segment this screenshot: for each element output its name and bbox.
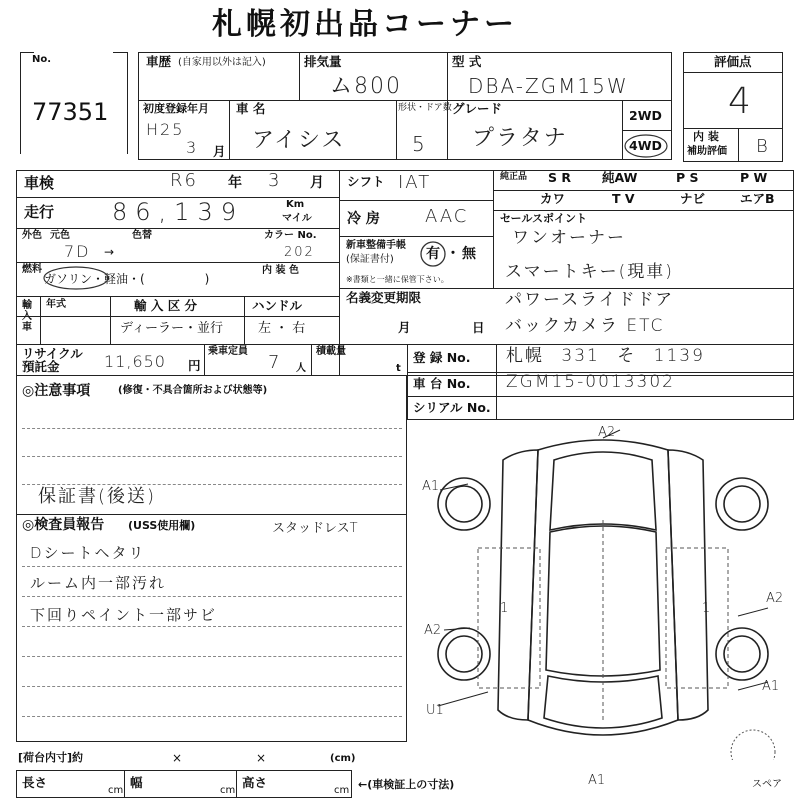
first-reg-month: 3 <box>186 138 199 157</box>
manual-label: 新車整備手帳 <box>346 240 406 251</box>
cargo-width-unit: cm <box>220 785 236 796</box>
sheet-title: 札幌初出品コーナー <box>212 7 518 42</box>
diagram-mark-left-bottom: U1 <box>426 703 444 718</box>
manual-no-sep: ・ <box>446 246 460 262</box>
manual-no: 無 <box>462 246 476 262</box>
load-label: 積載量 <box>316 346 346 357</box>
mileage-label: 走行 <box>24 203 55 221</box>
drive-2wd: 2WD <box>629 108 662 123</box>
inspector-extra: スタッドレスT <box>272 521 358 536</box>
opt-sr: S R <box>548 170 571 185</box>
damage-diagram <box>408 420 796 760</box>
diagram-mark-right-panel: 1 <box>702 601 711 616</box>
reg-no-label: 登 録 No. <box>413 350 471 365</box>
handle-value: 左 ・ 右 <box>258 321 306 336</box>
name-change-month: 月 <box>398 320 411 335</box>
diagram-mark-right-rear-door: A2 <box>766 591 784 606</box>
first-reg-month-unit: 月 <box>213 144 226 159</box>
load-unit: t <box>396 363 401 374</box>
serial-label: シリアル No. <box>413 400 491 415</box>
recycle-value: 11,650 <box>104 352 166 371</box>
color-no-label: カラー No. <box>264 230 317 241</box>
shaken-era: R6 <box>170 170 198 191</box>
interior-value: B <box>756 136 770 157</box>
inspector-line-2: ルーム内一部汚れ <box>30 574 167 592</box>
recycle-label: リサイクル 預託金 <box>22 346 83 374</box>
chassis-value: ZGM15-0013302 <box>506 372 675 392</box>
manual-footnote: ※書類と一緒に保管下さい。 <box>346 275 449 284</box>
model-type-value: DBA-ZGM15W <box>468 74 629 98</box>
color-arrow: → <box>104 245 115 259</box>
name-change-label: 名義変更期限 <box>346 290 422 305</box>
mileage-value: 86,139 <box>112 198 244 226</box>
cargo-width-label: 幅 <box>130 775 143 790</box>
notes-note: (修復・不具合箇所および状態等) <box>118 385 268 396</box>
inspector-note: (USS使用欄) <box>128 519 196 532</box>
first-reg-label: 初度登録年月 <box>143 102 209 115</box>
cargo-box <box>16 770 352 798</box>
shaken-label: 車検 <box>24 174 55 192</box>
import-year-label: 年式 <box>46 299 66 310</box>
sub-rating-label: 補助評価 <box>687 146 727 157</box>
manual-note: (保証書付) <box>346 254 394 265</box>
fuel-circle <box>40 264 112 292</box>
cargo-height-unit: cm <box>334 785 350 796</box>
car-name-label: 車 名 <box>236 101 266 116</box>
opt-tv: T V <box>612 191 635 206</box>
opt-pw: P W <box>740 170 768 185</box>
color-no-value: 202 <box>284 245 315 260</box>
fuel-label: 燃料 <box>22 264 42 275</box>
model-type-label: 型 式 <box>452 54 482 69</box>
no-label: No. <box>32 54 52 65</box>
diagram-mark-rear-bumper: A1 <box>588 773 606 788</box>
color-change-label: 色替 <box>132 230 152 241</box>
first-reg-era: H25 <box>146 120 185 139</box>
diagram-mark-left-front-door: A1 <box>422 479 440 494</box>
capacity-value: 7 <box>268 352 282 373</box>
car-name-value: アイシス <box>252 128 346 153</box>
aircon-value: AAC <box>425 206 469 227</box>
interior-color-label: 内 装 色 <box>262 265 299 276</box>
diagram-mark-left-panel: 1 <box>500 601 509 616</box>
reg-no-value: 札幌 331 そ 1139 <box>506 346 705 366</box>
color-orig-label: 元色 <box>50 230 70 241</box>
cargo-length-unit: cm <box>108 785 124 796</box>
shaken-month-unit: 月 <box>310 175 324 191</box>
genuine-label: 純正品 <box>500 172 528 182</box>
color-orig-value: 7D <box>64 242 91 261</box>
spare-label: スペア <box>752 779 782 790</box>
inspector-line-3: 下回りペイント一部サビ <box>30 606 218 624</box>
doors-label: 形状・ドア数 <box>398 103 452 113</box>
shaken-year-unit: 年 <box>228 175 242 191</box>
shift-value: IAT <box>398 172 432 193</box>
fuel-value: ガソリン・軽油・( ) <box>44 272 210 286</box>
grade-label: グレード <box>452 101 503 116</box>
displacement-label: 排気量 <box>304 54 342 69</box>
opt-navi: ナビ <box>680 191 706 206</box>
manual-yes-circle <box>416 238 448 268</box>
capacity-unit: 人 <box>296 363 306 374</box>
cargo-note: ←(車検証上の寸法) <box>358 778 455 791</box>
shaken-month: 3 <box>268 170 282 191</box>
opt-airbag: エアB <box>740 191 775 206</box>
diagram-mark-right-rear: A1 <box>762 679 780 694</box>
cargo-x2: × <box>256 751 267 765</box>
history-note: (自家用以外は記入) <box>178 57 266 68</box>
recycle-unit: 円 <box>188 358 201 373</box>
handle-label: ハンドル <box>252 298 303 313</box>
sales-line-4: バックカメラ ETC <box>505 316 665 336</box>
lot-number: 77351 <box>32 98 109 126</box>
sales-line-3: パワースライドドア <box>505 290 675 310</box>
sales-line-2: スマートキー(現車) <box>505 262 674 282</box>
cargo-height-label: 高さ <box>242 775 268 790</box>
opt-kawa: カワ <box>540 191 566 206</box>
inspector-line-1: Dシートヘタリ <box>30 544 146 562</box>
import-type-label: 輸 入 区 分 <box>134 298 198 313</box>
displacement-value: ム800 <box>330 74 402 99</box>
opt-ps: P S <box>676 170 699 185</box>
notes-handwritten: 保証書(後送) <box>38 486 157 507</box>
mileage-unit-km: Km <box>286 199 305 210</box>
diagram-mark-left-rear: A2 <box>424 623 442 638</box>
interior-label: 内 装 <box>693 130 719 143</box>
rating-value: 4 <box>728 81 753 122</box>
import-type-value: ディーラー・並行 <box>120 321 223 336</box>
manual-yes: 有 <box>426 246 440 262</box>
shift-label: シフト <box>347 174 385 189</box>
history-label: 車歴 <box>146 54 172 69</box>
diagram-mark-front: A2 <box>598 425 616 440</box>
grade-value: プラタナ <box>472 126 568 151</box>
mileage-unit-mile: マイル <box>282 213 312 224</box>
chassis-label: 車 台 No. <box>413 376 471 391</box>
name-change-day: 日 <box>472 320 485 335</box>
opt-aw: 純AW <box>602 170 638 185</box>
import-side-label: 輸入車 <box>22 300 32 333</box>
sales-label: セールスポイント <box>500 212 588 225</box>
cargo-unit: (cm) <box>330 753 356 764</box>
cargo-x1: × <box>172 751 183 765</box>
drive-4wd: 4WD <box>629 138 662 153</box>
sales-line-1: ワンオーナー <box>512 228 626 248</box>
rating-label: 評価点 <box>714 54 752 69</box>
cargo-length-label: 長さ <box>22 775 48 790</box>
drive-4wd-circle <box>622 132 672 160</box>
inspector-label: ◎検査員報告 <box>22 517 105 533</box>
notes-label: ◎注意事項 <box>22 383 91 399</box>
doors-value: 5 <box>412 132 427 156</box>
cargo-label: [荷台内寸]約 <box>18 751 84 764</box>
capacity-label: 乗車定員 <box>208 346 248 357</box>
aircon-label: 冷 房 <box>347 211 380 227</box>
color-side-label: 外色 <box>22 230 42 241</box>
